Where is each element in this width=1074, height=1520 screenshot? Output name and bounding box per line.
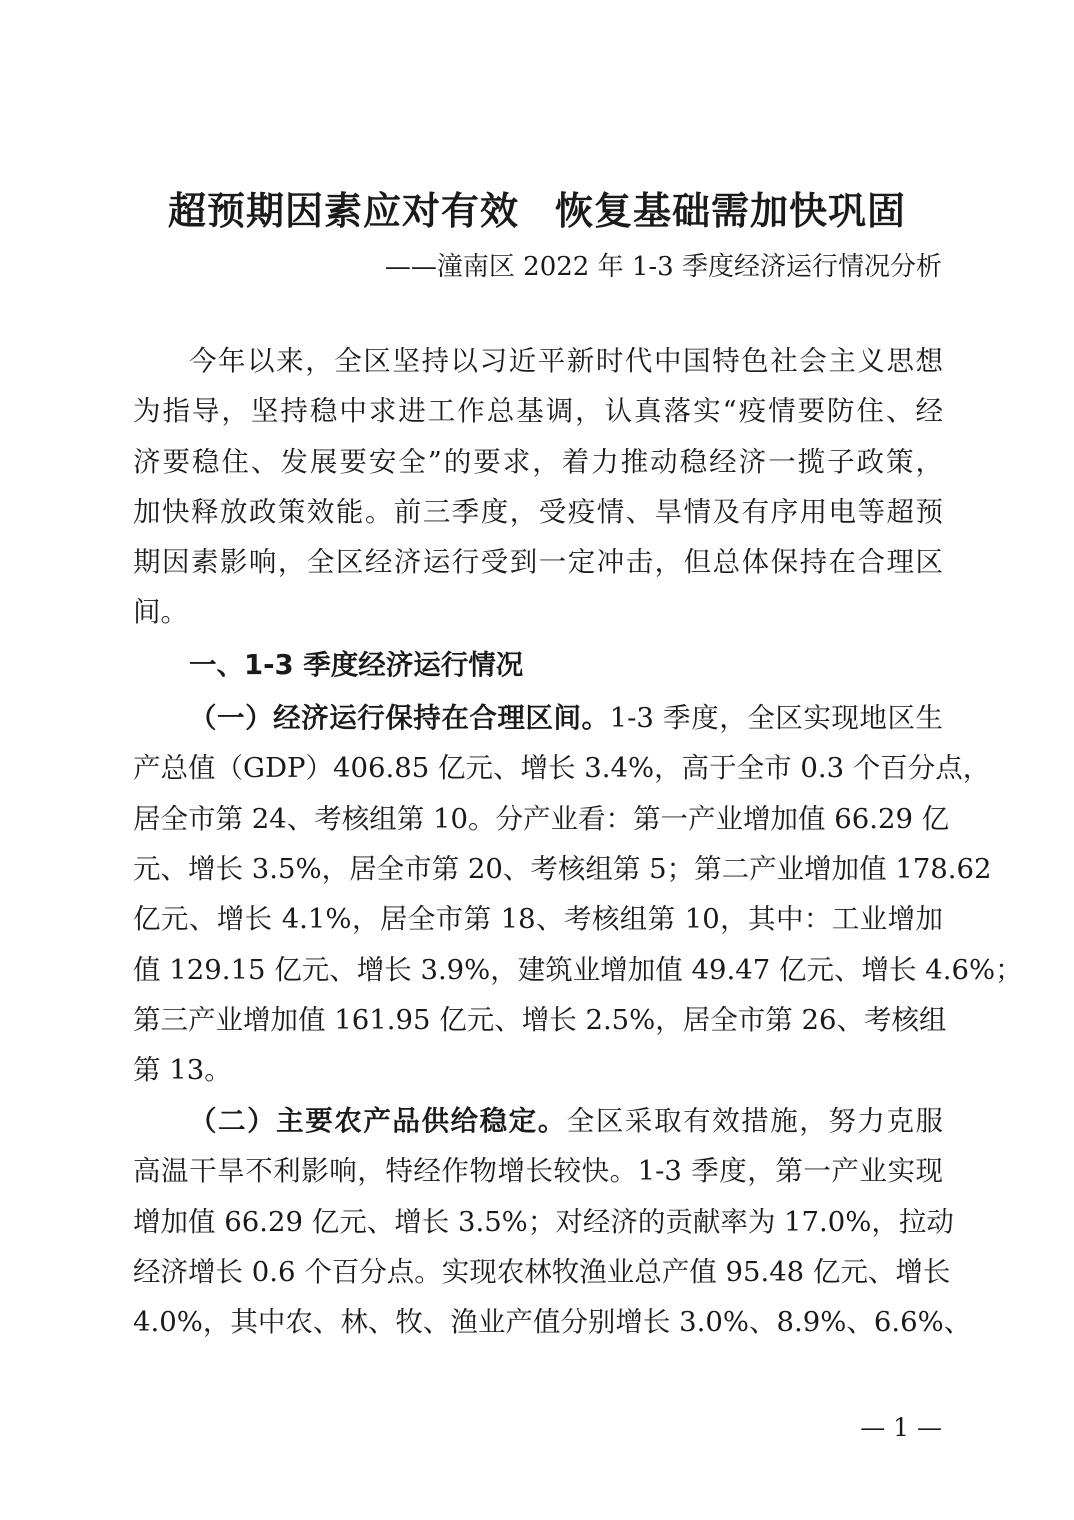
subsection-1-line-1-text: 1-3 季度，全区实现地区生	[609, 702, 944, 734]
paragraph-1-line-5: 期因素影响，全区经济运行受到一定冲击，但总体保持在合理区	[133, 546, 943, 578]
paragraph-1-line-6: 间。	[133, 596, 188, 628]
paragraph-1-line-4: 加快释放政策效能。前三季度，受疫情、旱情及有序用电等超预	[133, 496, 943, 528]
subsection-2-line-4: 经济增长 0.6 个百分点。实现农林牧渔业总产值 95.48 亿元、增长	[133, 1256, 951, 1288]
subsection-1-line-8: 第 13。	[133, 1054, 232, 1086]
subsection-2-heading: （二）主要农产品供给稳定。	[189, 1105, 567, 1137]
title-part-2: 恢复基础需加快巩固	[555, 188, 907, 233]
subsection-1-line-4: 元、增长 3.5%，居全市第 20、考核组第 5；第二产业增加值 178.62	[133, 853, 992, 885]
subsection-1-line-1	[189, 702, 944, 734]
subsection-1-line-3: 居全市第 24、考核组第 10。分产业看：第一产业增加值 66.29 亿	[133, 803, 950, 835]
page-number: — 1 —	[860, 1413, 942, 1442]
document-title	[0, 180, 1074, 235]
paragraph-1-line-3: 济要稳住、发展要安全”的要求，着力推动稳经济一揽子政策，	[133, 446, 943, 478]
subsection-1-heading: （一）经济运行保持在合理区间。	[189, 702, 610, 734]
document-subtitle: ——潼南区 2022 年 1-3 季度经济运行情况分析	[384, 252, 942, 282]
subsection-2-line-2: 高温干旱不利影响，特经作物增长较快。1-3 季度，第一产业实现	[133, 1155, 943, 1187]
subsection-2-line-3: 增加值 66.29 亿元、增长 3.5%；对经济的贡献率为 17.0%，拉动	[133, 1206, 954, 1238]
subsection-1-line-7: 第三产业增加值 161.95 亿元、增长 2.5%，居全市第 26、考核组	[133, 1004, 947, 1036]
subsection-1-line-6: 值 129.15 亿元、增长 3.9%，建筑业增加值 49.47 亿元、增长 4.6%；	[133, 954, 1023, 986]
subsection-1-line-5: 亿元、增长 4.1%，居全市第 18、考核组第 10，其中：工业增加	[133, 903, 943, 935]
subsection-1-line-2: 产总值（GDP）406.85 亿元、增长 3.4%，高于全市 0.3 个百分点，	[133, 752, 991, 784]
title-part-1: 超预期因素应对有效	[167, 188, 519, 233]
subsection-2-line-1-text: 全区采取有效措施，努力克服	[566, 1105, 944, 1137]
section-heading: 一、1-3 季度经济运行情况	[189, 649, 524, 681]
paragraph-1-line-1: 今年以来，全区坚持以习近平新时代中国特色社会主义思想	[189, 345, 943, 377]
subsection-2-line-1	[189, 1105, 944, 1137]
paragraph-1-line-2: 为指导，坚持稳中求进工作总基调，认真落实“疫情要防住、经	[133, 395, 943, 427]
subsection-2-line-5: 4.0%，其中农、林、牧、渔业产值分别增长 3.0%、8.9%、6.6%、	[133, 1306, 972, 1338]
